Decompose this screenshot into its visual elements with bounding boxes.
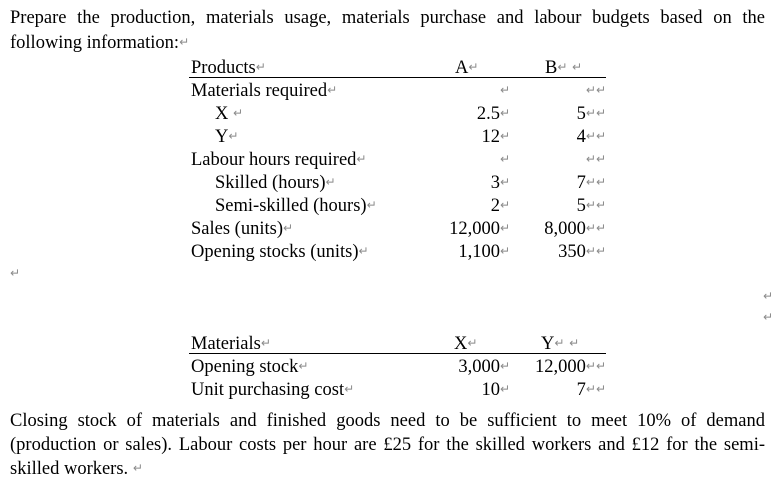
paragraph-mark-icon: ↵ — [179, 34, 190, 49]
products-header-a: A↵ — [455, 58, 479, 78]
row-label: Sales (units)↵ — [191, 219, 294, 239]
row-value-a: 1,100↵ — [458, 242, 510, 262]
row-value-a: 12↵ — [481, 127, 510, 147]
row-value-y: 12,000↵↵ — [535, 357, 606, 377]
row-label: Opening stocks (units)↵ — [191, 242, 369, 262]
row-value-b: 7↵↵ — [576, 173, 606, 193]
row-label: Labour hours required↵ — [191, 150, 367, 170]
row-label: Skilled (hours)↵ — [215, 173, 336, 193]
closing-text: Closing stock of materials and finished goods need to be sufficient to meet 10% of demand (production or sales). Labour costs per hour are £25 for the skilled workers and £12 for the semi-skilled workers. — [10, 411, 765, 479]
products-header-b: B↵ ↵ — [545, 58, 583, 78]
row-label: Unit purchasing cost↵ — [191, 380, 355, 400]
materials-header-x: X↵ — [454, 334, 478, 354]
row-value-b: 5↵↵ — [576, 104, 606, 124]
row-label: Opening stock↵ — [191, 357, 309, 377]
row-value-a: 12,000↵ — [449, 219, 510, 239]
products-header-rule — [189, 77, 606, 78]
row-value-b: 5↵↵ — [576, 196, 606, 216]
row-value-x: 3,000↵ — [458, 357, 510, 377]
materials-header-label: Materials↵ — [191, 334, 271, 354]
row-label: X ↵ — [215, 104, 244, 124]
row-value-b: 4↵↵ — [576, 127, 606, 147]
materials-header-y: Y↵ ↵ — [541, 334, 580, 354]
paragraph-mark-icon: ↵ — [10, 266, 21, 280]
row-label: Y↵ — [215, 127, 239, 147]
row-value-y: 7↵↵ — [576, 380, 606, 400]
paragraph-mark-icon: ↵ — [763, 310, 774, 324]
row-value-a: 2.5↵ — [476, 104, 510, 124]
row-label: Materials required↵ — [191, 81, 338, 101]
row-value-a: 2↵ — [490, 196, 510, 216]
row-value-b: ↵↵ — [585, 152, 606, 166]
closing-paragraph — [10, 410, 765, 482]
row-value-x: 10↵ — [481, 380, 510, 400]
row-value-a: 3↵ — [490, 173, 510, 193]
intro-text: Prepare the production, materials usage, materials purchase and labour budgets based on the following information: — [10, 8, 765, 53]
row-value-b: 350↵↵ — [558, 242, 606, 262]
materials-header-rule — [189, 353, 606, 354]
row-value-b: 8,000↵↵ — [544, 219, 606, 239]
row-value-a: ↵ — [499, 152, 510, 166]
row-value-b: ↵↵ — [585, 83, 606, 97]
intro-paragraph — [10, 7, 765, 55]
paragraph-mark-icon: ↵ — [763, 289, 774, 303]
paragraph-mark-icon: ↵ — [132, 461, 143, 475]
row-value-a: ↵ — [499, 83, 510, 97]
products-header-label: Products↵ — [191, 58, 266, 78]
row-label: Semi-skilled (hours)↵ — [215, 196, 377, 216]
